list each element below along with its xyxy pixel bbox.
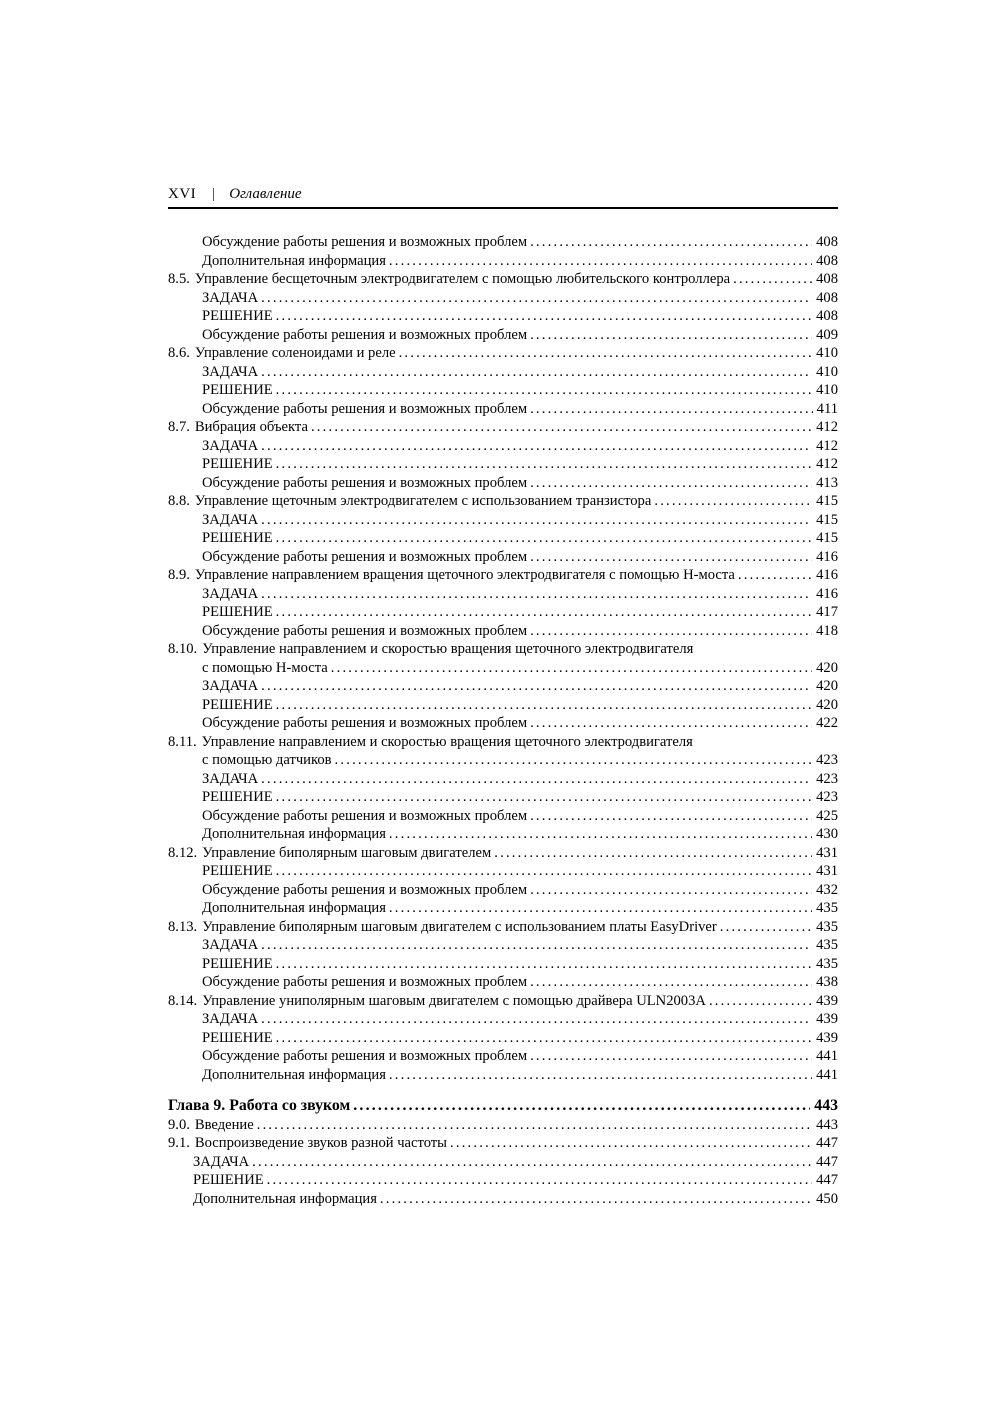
header-rule <box>168 207 838 209</box>
toc-entry <box>168 270 838 289</box>
toc-entry-page: 418 <box>816 622 838 639</box>
toc-entry <box>168 252 838 271</box>
toc-entry-label: РЕШЕНИЕ <box>193 1172 264 1188</box>
dot-leader <box>399 344 813 363</box>
dot-leader <box>530 474 812 493</box>
toc-entry-page: 411 <box>816 400 838 417</box>
toc-entry <box>168 585 838 604</box>
toc-entry-label: Управление соленоидами и реле <box>194 345 396 361</box>
dot-leader <box>261 770 812 789</box>
toc-entry-label: Обсуждение работы решения и возможных проблем <box>202 807 528 824</box>
toc-entry-label: Обсуждение работы решения и возможных проблем <box>202 548 528 565</box>
toc-entry-page: 439 <box>816 1011 838 1027</box>
toc-entry <box>168 400 838 419</box>
toc-entry-label: ЗАДАЧА <box>202 289 259 306</box>
toc-entry-page: 423 <box>816 789 838 805</box>
toc-entry-label: РЕШЕНИЕ <box>202 696 273 713</box>
toc-entry-page: 435 <box>816 955 838 972</box>
toc-entry-label: Дополнительная информация <box>193 1190 377 1207</box>
toc-entry-page: 435 <box>816 918 838 935</box>
dot-leader <box>380 1190 812 1209</box>
toc-entry-number: 8.6. <box>168 345 190 361</box>
toc-entry-label: РЕШЕНИЕ <box>202 530 273 546</box>
toc-entry-page: 423 <box>816 752 838 768</box>
toc-entry <box>168 289 838 308</box>
toc-entry-label: с помощью H-моста <box>202 659 328 676</box>
dot-leader <box>252 1153 812 1172</box>
dot-leader <box>450 1134 812 1153</box>
toc-entry <box>168 714 838 733</box>
dot-leader <box>276 788 812 807</box>
dot-leader <box>267 1171 812 1190</box>
toc-entry <box>168 1029 838 1048</box>
dot-leader <box>389 899 812 918</box>
toc-entry-label: Обсуждение работы решения и возможных проблем <box>202 715 528 731</box>
toc-entry-label: с помощью датчиков <box>202 752 332 768</box>
toc-entry <box>168 733 838 752</box>
toc-entry-page: 423 <box>816 770 838 787</box>
dot-leader <box>335 751 813 770</box>
toc-entry-page: 420 <box>816 696 838 713</box>
toc-entry-page: 408 <box>816 252 838 269</box>
dot-leader <box>530 326 812 345</box>
toc-entry-page: 416 <box>816 585 838 602</box>
toc-entry-page: 439 <box>816 992 838 1009</box>
dot-leader <box>654 492 812 511</box>
toc-entry-label: Управление направлением и скоростью вращения щеточного электродвигателя <box>202 641 694 657</box>
toc-entry-page: 441 <box>816 1048 838 1064</box>
toc-entry-page: 420 <box>816 678 838 694</box>
toc-entry <box>168 548 838 567</box>
dot-leader <box>720 918 812 937</box>
toc-entry-number: 8.5. <box>168 271 190 287</box>
toc-entry <box>168 622 838 641</box>
toc-entry-page: 431 <box>816 863 838 879</box>
dot-leader <box>738 566 812 585</box>
toc-entry <box>168 381 838 400</box>
toc-entry-number: 8.7. <box>168 419 190 435</box>
toc-entry-label: Глава 9. Работа со звуком <box>168 1097 351 1114</box>
toc-entry-label: Воспроизведение звуков разной частоты <box>194 1135 447 1151</box>
dot-leader <box>276 862 812 881</box>
dot-leader <box>389 1066 812 1085</box>
toc-entry-label: Управление биполярным шаговым двигателем <box>202 844 492 861</box>
toc-entry <box>168 844 838 863</box>
dot-leader <box>261 585 812 604</box>
toc-entry-page: 412 <box>816 456 838 472</box>
toc-entry-page: 435 <box>816 937 838 953</box>
dot-leader <box>530 400 813 419</box>
toc-entry-label: Управление направлением и скоростью вращения щеточного электродвигателя <box>201 733 693 750</box>
dot-leader <box>389 252 812 271</box>
toc-entry-label: РЕШЕНИЕ <box>202 308 273 324</box>
toc-entry-label: Управление бесщеточным электродвигателем с помощью любительского контроллера <box>194 271 731 287</box>
toc-entry-page: 435 <box>816 900 838 916</box>
toc-entry <box>168 1066 838 1085</box>
toc-entry-page: 410 <box>816 363 838 380</box>
toc-entry <box>168 1047 838 1066</box>
header-separator: | <box>212 186 216 202</box>
toc-entry-label: Дополнительная информация <box>202 1066 386 1083</box>
toc-entry <box>168 770 838 789</box>
toc-entry-page: 408 <box>816 289 838 306</box>
toc-entry-page: 441 <box>816 1066 838 1083</box>
toc-entry-page: 413 <box>816 474 838 491</box>
toc-entry-label: ЗАДАЧА <box>202 770 259 787</box>
toc-entry <box>168 529 838 548</box>
toc-list <box>168 233 838 1208</box>
dot-leader <box>276 455 812 474</box>
dot-leader <box>276 955 812 974</box>
toc-entry <box>168 825 838 844</box>
dot-leader <box>733 270 812 289</box>
toc-entry-page: 415 <box>816 493 838 509</box>
toc-entry-label: РЕШЕНИЕ <box>202 789 273 805</box>
dot-leader <box>276 529 812 548</box>
toc-entry <box>168 881 838 900</box>
dot-leader <box>530 714 812 733</box>
toc-entry-page: 412 <box>816 437 838 454</box>
toc-entry <box>168 326 838 345</box>
dot-leader <box>530 622 812 641</box>
toc-entry-label: ЗАДАЧА <box>202 585 259 602</box>
toc-entry-label: Дополнительная информация <box>202 252 386 269</box>
toc-entry-label: ЗАДАЧА <box>202 511 259 528</box>
toc-entry <box>168 992 838 1011</box>
toc-entry-label: ЗАДАЧА <box>202 678 259 694</box>
dot-leader <box>261 437 812 456</box>
toc-entry <box>168 1190 838 1209</box>
toc-entry-label: Управление щеточным электродвигателем с использованием транзистора <box>194 493 652 509</box>
toc-entry-label: Обсуждение работы решения и возможных проблем <box>202 474 528 491</box>
toc-entry-label: ЗАДАЧА <box>202 437 259 454</box>
dot-leader <box>389 825 812 844</box>
toc-entry-label: РЕШЕНИЕ <box>202 604 273 620</box>
toc-entry-label: РЕШЕНИЕ <box>202 456 273 472</box>
toc-entry-page: 447 <box>816 1153 838 1170</box>
toc-entry <box>168 751 838 770</box>
toc-entry-page: 422 <box>816 715 838 731</box>
toc-entry <box>168 418 838 437</box>
toc-entry-label: Обсуждение работы решения и возможных проблем <box>202 326 528 343</box>
toc-entry-number: 8.13. <box>168 918 198 935</box>
dot-leader <box>276 1029 812 1048</box>
toc-entry <box>168 566 838 585</box>
dot-leader <box>261 677 812 696</box>
toc-entry-label: РЕШЕНИЕ <box>202 1029 273 1046</box>
dot-leader <box>530 807 812 826</box>
dot-leader <box>353 1097 810 1116</box>
page-content <box>168 186 838 1208</box>
toc-entry-number: 9.0. <box>168 1116 190 1133</box>
toc-entry-label: ЗАДАЧА <box>193 1153 250 1170</box>
toc-entry-page: 415 <box>816 530 838 546</box>
toc-entry <box>168 603 838 622</box>
toc-entry-label: Обсуждение работы решения и возможных проблем <box>202 622 528 639</box>
toc-entry <box>168 788 838 807</box>
dot-leader <box>261 363 812 382</box>
toc-entry <box>168 1153 838 1172</box>
dot-leader <box>530 548 812 567</box>
dot-leader <box>276 381 812 400</box>
toc-entry-label: Дополнительная информация <box>202 900 386 916</box>
toc-entry-number: 8.8. <box>168 493 190 509</box>
toc-entry-label: ЗАДАЧА <box>202 1011 259 1027</box>
toc-entry <box>168 474 838 493</box>
dot-leader <box>530 233 812 252</box>
toc-entry-page: 415 <box>816 511 838 528</box>
toc-entry-page: 408 <box>816 271 838 287</box>
toc-entry <box>168 344 838 363</box>
toc-entry-label: РЕШЕНИЕ <box>202 863 273 879</box>
folio-page-number: XVI <box>168 186 197 202</box>
toc-entry-page: 420 <box>816 659 838 676</box>
toc-entry-number: 8.14. <box>168 992 198 1009</box>
toc-entry <box>168 1097 838 1116</box>
toc-entry-page: 447 <box>816 1172 838 1188</box>
dot-leader <box>530 973 812 992</box>
toc-entry <box>168 640 838 659</box>
toc-entry <box>168 677 838 696</box>
toc-entry <box>168 659 838 678</box>
toc-entry-page: 417 <box>816 604 838 620</box>
toc-entry-label: Обсуждение работы решения и возможных проблем <box>202 234 528 250</box>
toc-entry-page: 412 <box>816 419 838 435</box>
page-header <box>168 186 838 202</box>
toc-entry-label: Управление биполярным шаговым двигателем с использованием платы EasyDriver <box>202 918 717 935</box>
toc-entry-page: 416 <box>816 548 838 565</box>
toc-entry-page: 431 <box>816 844 838 861</box>
toc-entry-number: 8.12. <box>168 844 198 861</box>
dot-leader <box>530 881 812 900</box>
toc-entry-page: 409 <box>816 326 838 343</box>
toc-entry-page: 408 <box>816 234 838 250</box>
toc-entry-label: Обсуждение работы решения и возможных проблем <box>202 974 528 990</box>
dot-leader <box>261 1010 812 1029</box>
toc-entry <box>168 1171 838 1190</box>
toc-entry-number: 8.9. <box>168 567 190 583</box>
dot-leader <box>311 418 812 437</box>
toc-entry-page: 450 <box>816 1190 838 1207</box>
toc-entry-page: 410 <box>816 345 838 361</box>
dot-leader <box>276 603 812 622</box>
dot-leader <box>530 1047 812 1066</box>
running-title: Оглавление <box>229 186 302 202</box>
toc-entry-number: 9.1. <box>168 1135 190 1151</box>
dot-leader <box>261 511 812 530</box>
dot-leader <box>276 307 812 326</box>
dot-leader <box>331 659 812 678</box>
toc-entry <box>168 455 838 474</box>
toc-entry-page: 432 <box>816 881 838 898</box>
toc-entry <box>168 955 838 974</box>
toc-entry-label: ЗАДАЧА <box>202 937 259 953</box>
toc-entry-page: 447 <box>816 1135 838 1151</box>
toc-entry-number: 8.10. <box>168 641 198 657</box>
toc-entry-page: 438 <box>816 974 838 990</box>
toc-entry <box>168 899 838 918</box>
toc-entry <box>168 696 838 715</box>
toc-entry-page: 439 <box>816 1029 838 1046</box>
toc-entry-page: 443 <box>814 1097 838 1114</box>
toc-entry <box>168 862 838 881</box>
toc-entry-label: Обсуждение работы решения и возможных проблем <box>202 881 528 898</box>
toc-entry <box>168 492 838 511</box>
toc-entry-page: 430 <box>816 826 838 842</box>
toc-entry-label: РЕШЕНИЕ <box>202 382 273 398</box>
dot-leader <box>709 992 812 1011</box>
toc-entry-label: Вибрация объекта <box>194 419 308 435</box>
toc-entry-label: Введение <box>194 1116 254 1133</box>
toc-entry-page: 416 <box>816 567 838 583</box>
toc-entry-page: 410 <box>816 382 838 398</box>
toc-entry <box>168 807 838 826</box>
toc-entry-label: Обсуждение работы решения и возможных проблем <box>202 1048 528 1064</box>
toc-entry <box>168 1010 838 1029</box>
toc-entry <box>168 437 838 456</box>
toc-entry-page: 425 <box>816 807 838 824</box>
toc-entry <box>168 1116 838 1135</box>
toc-entry <box>168 1134 838 1153</box>
dot-leader <box>261 936 812 955</box>
toc-entry <box>168 973 838 992</box>
toc-entry-page: 443 <box>816 1116 838 1133</box>
toc-entry-label: Обсуждение работы решения и возможных проблем <box>202 400 528 417</box>
dot-leader <box>261 289 812 308</box>
dot-leader <box>276 696 812 715</box>
toc-entry <box>168 307 838 326</box>
toc-entry-number: 8.11. <box>168 733 197 750</box>
dot-leader <box>257 1116 812 1135</box>
toc-entry-label: Управление направлением вращения щеточного электродвигателя с помощью H-моста <box>194 567 735 583</box>
toc-entry-label: Управление униполярным шаговым двигателем с помощью драйвера ULN2003A <box>202 992 706 1009</box>
toc-entry-page: 408 <box>816 308 838 324</box>
toc-entry <box>168 918 838 937</box>
toc-entry <box>168 936 838 955</box>
toc-entry <box>168 363 838 382</box>
toc-entry-label: РЕШЕНИЕ <box>202 955 273 972</box>
toc-entry <box>168 511 838 530</box>
dot-leader <box>494 844 812 863</box>
toc-entry-label: ЗАДАЧА <box>202 363 259 380</box>
toc-entry-label: Дополнительная информация <box>202 826 386 842</box>
toc-entry <box>168 233 838 252</box>
